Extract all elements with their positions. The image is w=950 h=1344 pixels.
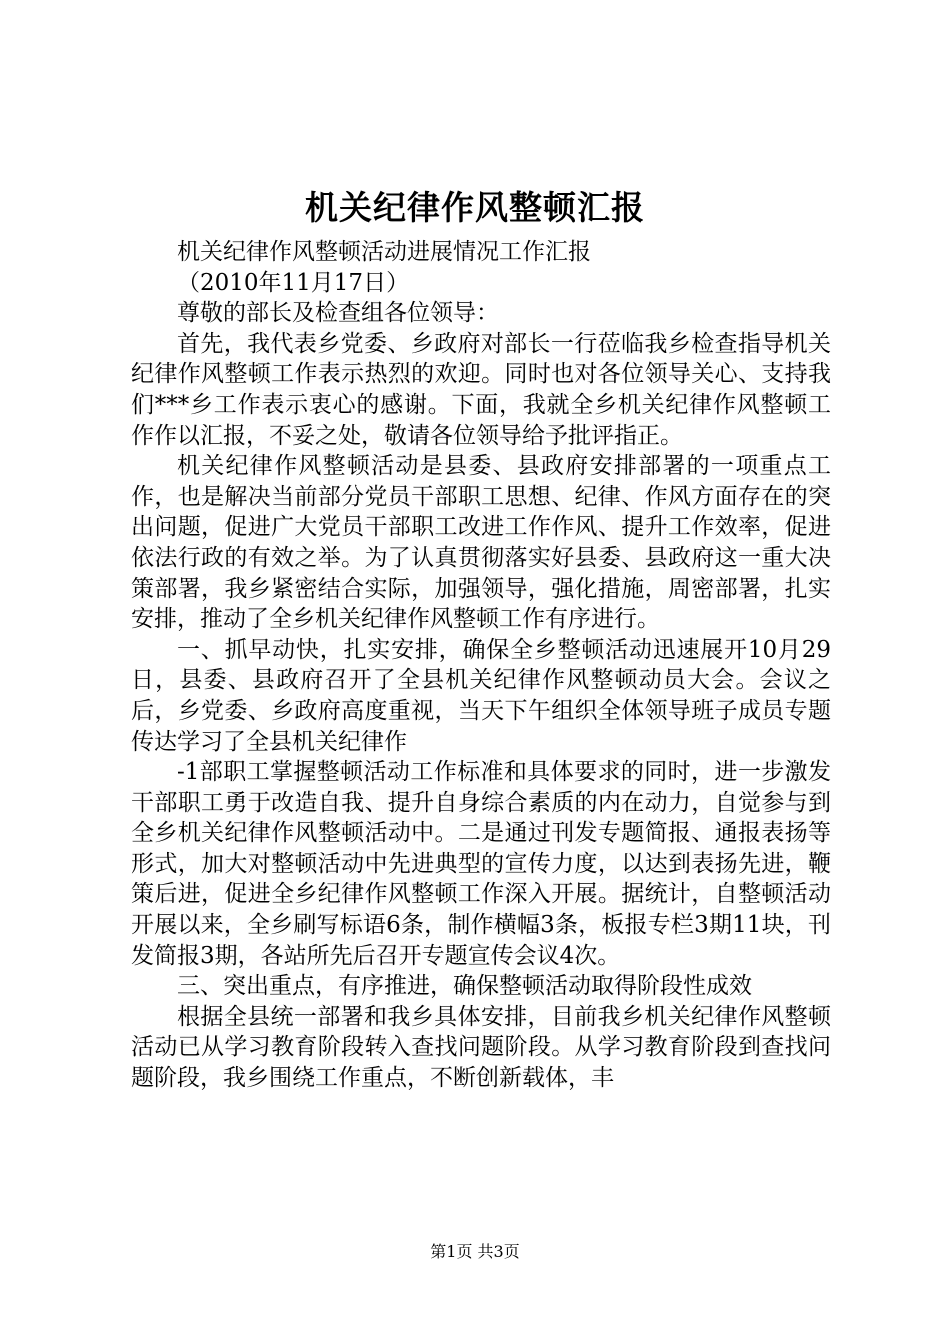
- paragraph-background: 机关纪律作风整顿活动是县委、县政府安排部署的一项重点工作，也是解决当前部分党员干部职工思想、纪律、作风方面存在的突出问题，促进广大党员干部职工改进工作作风、提升工作效率，促进依法行政的有效之举。为了认真贯彻落实好县委、县政府这一重大决策部署，我乡紧密结合实际，加强领导，强化措施，周密部署，扎实安排，推动了全乡机关纪律作风整顿工作有序进行。: [131, 453, 831, 633]
- paragraph-section-three-heading: 三、突出重点，有序推进，确保整顿活动取得阶段性成效: [177, 973, 752, 1000]
- paragraph-continuation: -1部职工掌握整顿活动工作标准和具体要求的同时，进一步激发干部职工勇于改造自我、提升自身综合素质的内在动力，自觉参与到全乡机关纪律作风整顿活动中。二是通过刊发专题简报、通报表扬等形式，加大对整顿活动中先进典型的宣传力度，以达到表扬先进，鞭策后进，促进全乡纪律作风整顿工作深入开展。据统计，自整顿活动开展以来，全乡刷写标语6条，制作横幅3条，板报专栏3期11块，刊发简报3期，各站所先后召开专题宣传会议4次。: [131, 759, 831, 969]
- paragraph-subtitle: 机关纪律作风整顿活动进展情况工作汇报: [177, 239, 591, 265]
- paragraph-section-one: 一、抓早动快，扎实安排，确保全乡整顿活动迅速展开10月29日，县委、县政府召开了全县机关纪律作风整顿动员大会。会议之后，乡党委、乡政府高度重视，当天下午组织全体领导班子成员专题传达学习了全县机关纪律作: [131, 636, 831, 755]
- paragraph-salutation: 尊敬的部长及检查组各位领导：: [177, 300, 499, 327]
- document-title: 机关纪律作风整顿汇报: [305, 188, 645, 227]
- paragraph-welcome: 首先，我代表乡党委、乡政府对部长一行莅临我乡检查指导机关纪律作风整顿工作表示热烈的欢迎。同时也对各位领导关心、支持我们***乡工作表示衷心的感谢。下面，我就全乡机关纪律作风整顿工作作以汇报，不妥之处，敬请各位领导给予批评指正。: [131, 330, 831, 449]
- page-number-footer: 第1页 共3页: [430, 1242, 520, 1261]
- document-body: [131, 237, 831, 1094]
- paragraph-section-three: 根据全县统一部署和我乡具体安排，目前我乡机关纪律作风整顿活动已从学习教育阶段转入查找问题阶段。从学习教育阶段到查找问题阶段，我乡围绕工作重点，不断创新载体，丰: [131, 1003, 831, 1092]
- paragraph-date: （2010年11月17日）: [177, 269, 410, 296]
